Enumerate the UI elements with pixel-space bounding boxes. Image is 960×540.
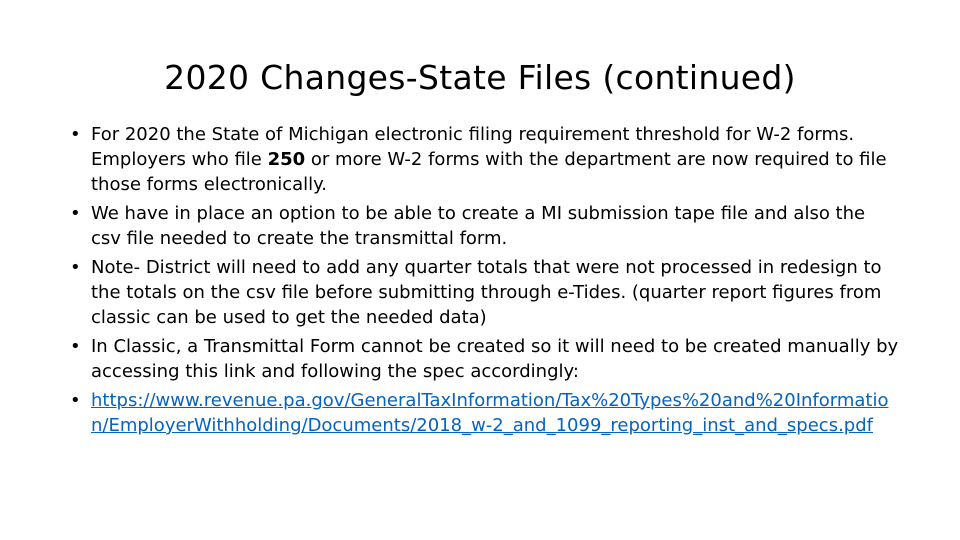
bullet-text: We have in place an option to be able to create a MI submission tape file and also the csv file needed to create the transmittal form. [91,203,866,249]
bullet-item-spec-link [70,388,900,438]
bullet-text-continued: or more W-2 forms with the department are now required to file those forms electronically. [91,149,887,195]
bullet-text: For 2020 the State of Michigan electronic filing requirement threshold for W-2 forms. Employers who file [91,124,855,170]
bullet-text: Note- District will need to add any quarter totals that were not processed in redesign to the totals on the csv file before submitting through e-Tides. (quarter report figures from classic can be used to get the needed data) [91,257,882,328]
bullet-dot-icon: • [70,336,81,357]
bullet-dot-icon: • [70,203,81,224]
bullet-item-efile-threshold [70,122,900,197]
bullet-list [70,122,900,442]
bullet-dot-icon: • [70,257,81,278]
bullet-dot-icon: • [70,390,81,411]
bullet-item-classic-transmittal [70,334,900,384]
bullet-bold-number: 250 [267,149,306,170]
bullet-text: In Classic, a Transmittal Form cannot be created so it will need to be created manually by accessing this link and following the spec accordingly: [91,336,899,382]
bullet-dot-icon: • [70,124,81,145]
bullet-item-mi-submission [70,201,900,251]
spec-pdf-link[interactable]: https://www.revenue.pa.gov/GeneralTaxInformation/Tax%20Types%20and%20Information/EmployerWithholding/Documents/2018_w-2_and_1099_reporting_inst_and_specs.pdf [91,390,889,436]
bullet-item-note-district [70,255,900,330]
slide-title: 2020 Changes-State Files (continued) [164,58,796,97]
